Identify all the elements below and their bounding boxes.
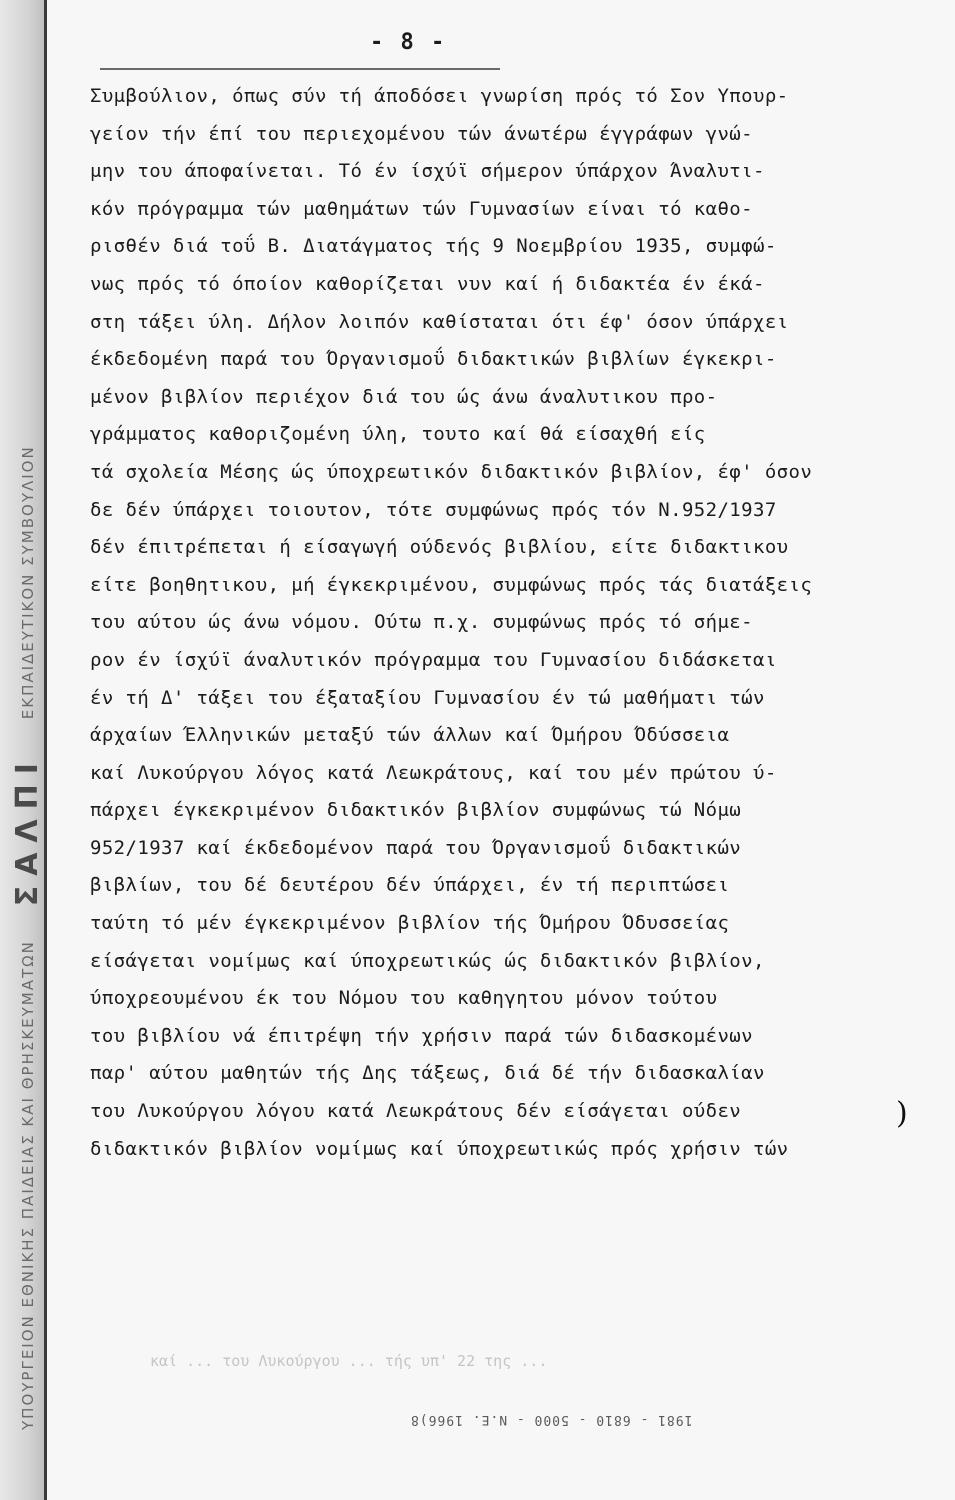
header-rule: [100, 68, 500, 70]
stamp-big-text: ΣΑΛΠΙ: [10, 753, 45, 907]
text-line: Συμβούλιον, όπως σύν τή άποδόσει γνωρίση πρός τό Σον Υπουρ-: [90, 85, 789, 107]
text-line: είσάγεται νομίμως καί ύποχρεωτικώς ώς διδακτικόν βιβλίον,: [90, 949, 765, 972]
footer-print-code: 1981 - 6810 - 5000 - Ν.Ε. 1966)8: [410, 1412, 693, 1427]
left-margin-stamp: [10, 30, 50, 1430]
text-line: είτε βοηθητικου, μή έγκεκριμένου, συμφώνως πρός τάς διατάξεις: [90, 573, 813, 596]
text-line: μένον βιβλίον περιέχον διά του ώς άνω άναλυτικου προ-: [90, 385, 718, 408]
text-line: τά σχολεία Μέσης ώς ύποχρεωτικόν διδακτικόν βιβλίον, έφ' όσον: [90, 460, 813, 483]
stamp-bottom-text: ΕΚΠΑΙΔΕΥΤΙΚΟΝ ΣΥΜΒΟΥΛΙΟΝ: [19, 445, 37, 720]
text-line: γράμματος καθοριζομένη ύλη, τουτο καί θά είσαχθή είς: [90, 423, 706, 446]
text-line: ύποχρεουμένου έκ του Νόμου του καθηγητου μόνον τούτου: [90, 987, 718, 1010]
text-line: καί Λυκούργου λόγος κατά Λεωκράτους, καί του μέν πρώτου ύ-: [90, 761, 777, 784]
text-line: δέν έπιτρέπεται ή είσαγωγή ούδενός βιβλίου, είτε διδακτικου: [90, 536, 789, 559]
document-body: [90, 78, 938, 1168]
text-line: στη τάξει ύλη. Δήλον λοιπόν καθίσταται ότι έφ' όσον ύπάρχει: [90, 310, 789, 333]
bleed-through-text: καί ... του Λυκούργου ... τής υπ' 22 της ...: [150, 1352, 548, 1370]
text-line: άρχαίων Έλληνικών μεταξύ τών άλλων καί Όμήρου Όδύσσεια: [90, 724, 730, 747]
text-line: έν τή Δ' τάξει του έξαταξίου Γυμνασίου έν τώ μαθήματι τών: [90, 686, 765, 709]
text-line: διδακτικόν βιβλίον νομίμως καί ύποχρεωτικώς πρός χρήσιν τών: [90, 1137, 789, 1160]
text-line: μην του άποφαίνεται. Τό έν ίσχύϊ σήμερον ύπάρχον Άναλυτι-: [90, 160, 765, 183]
text-line: του Λυκούργου λόγου κατά Λεωκράτους δέν είσάγεται ούδεν: [90, 1100, 742, 1123]
text-line: του βιβλίου νά έπιτρέψη τήν χρήσιν παρά τών διδασκομένων: [90, 1024, 753, 1047]
handwritten-mark: ): [896, 1096, 908, 1131]
text-line: του αύτου ώς άνω νόμου. Ούτω π.χ. συμφώνως πρός τό σήμε-: [90, 611, 753, 634]
text-line: ρισθέν διά τοΰ Β. Διατάγματος τής 9 Νοεμβρίου 1935, συμφώ-: [90, 235, 777, 258]
text-line: ρον έν ίσχύϊ άναλυτικόν πρόγραμμα του Γυμνασίου διδάσκεται: [90, 648, 777, 671]
text-line: πάρχει έγκεκριμένον διδακτικόν βιβλίον συμφώνως τώ Νόμω: [90, 799, 742, 822]
text-line: 952/1937 καί έκδεδομένον παρά του Όργανισμοΰ διδακτικών: [90, 836, 742, 859]
text-line: κόν πρόγραμμα τών μαθημάτων τών Γυμνασίων είναι τό καθο-: [90, 197, 753, 220]
text-line: δε δέν ύπάρχει τοιουτον, τότε συμφώνως πρός τόν Ν.952/1937: [90, 498, 777, 521]
text-line: νως πρός τό όποίον καθορίζεται νυν καί ή διδακτέα έν έκά-: [90, 272, 765, 295]
text-line: έκδεδομένη παρά του Όργανισμοΰ διδακτικών βιβλίων έγκεκρι-: [90, 348, 777, 371]
page-number: - 8 -: [370, 30, 447, 55]
text-line: ταύτη τό μέν έγκεκριμένον βιβλίον τής Όμήρου Όδυσσείας: [90, 912, 730, 935]
text-line: παρ' αύτου μαθητών τής Δης τάξεως, διά δέ τήν διδασκαλίαν: [90, 1062, 765, 1085]
text-line: γείον τήν έπί του περιεχομένου τών άνωτέρω έγγράφων γνώ-: [90, 122, 753, 145]
stamp-top-text: ΥΠΟΥΡΓΕΙΟΝ ΕΘΝΙΚΗΣ ΠΑΙΔΕΙΑΣ ΚΑΙ ΘΡΗΣΚΕΥΜΑΤΩΝ: [19, 940, 37, 1430]
text-line: βιβλίων, του δέ δευτέρου δέν ύπάρχει, έν τή περιπτώσει: [90, 874, 730, 897]
